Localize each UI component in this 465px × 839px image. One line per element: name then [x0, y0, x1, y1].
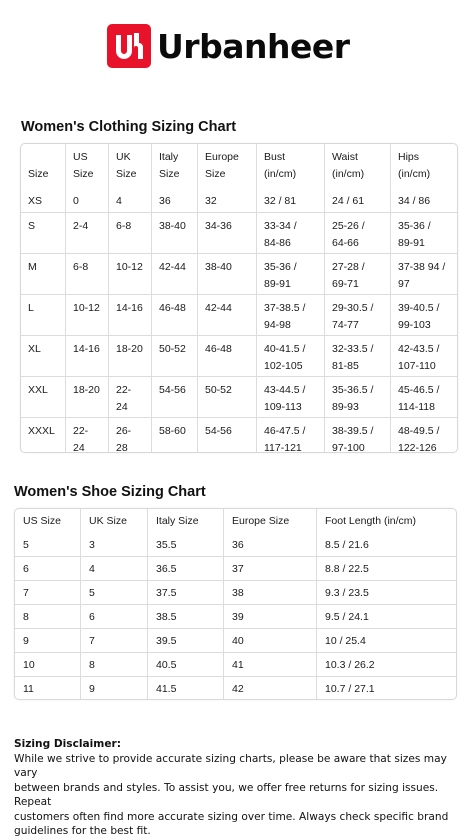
table-cell — [391, 418, 457, 453]
table-cell — [325, 213, 391, 254]
table-row — [21, 213, 457, 254]
table-cell: 39.5 — [148, 629, 224, 653]
cell-text: 0 — [73, 195, 79, 207]
cell-text: 14-16 — [73, 343, 100, 355]
table-cell — [257, 377, 325, 418]
cell-text: 37-38 94 / — [398, 261, 446, 273]
table-cell: 37.5 — [148, 581, 224, 605]
shoe-size-table — [15, 509, 456, 700]
table-cell — [21, 188, 66, 213]
cell-text: 22- — [116, 384, 132, 396]
table-cell — [325, 295, 391, 336]
header-text: Size — [205, 168, 226, 180]
table-cell — [109, 418, 152, 453]
table-cell — [152, 336, 198, 377]
cell-text: 50-52 — [205, 384, 232, 396]
table-cell — [391, 295, 457, 336]
table-cell — [21, 213, 66, 254]
table-cell — [109, 188, 152, 213]
cell-text: 97-100 — [332, 442, 365, 453]
table-cell — [198, 254, 257, 295]
table-row — [15, 533, 456, 557]
cell-text: 102-105 — [264, 360, 303, 372]
table-cell — [66, 188, 109, 213]
table-cell — [257, 213, 325, 254]
table-cell — [21, 254, 66, 295]
cell-text: 54-56 — [205, 425, 232, 437]
table-cell: 40.5 — [148, 653, 224, 677]
cell-text: 27-28 / — [332, 261, 365, 273]
table-row — [15, 605, 456, 629]
cell-text: 25-26 / — [332, 220, 365, 232]
cell-text: XXXL — [28, 425, 55, 437]
header-text: Size — [28, 168, 49, 180]
shoe-header-cell: Italy Size — [148, 509, 224, 533]
table-cell: 3 — [81, 533, 148, 557]
shoe-header-cell: UK Size — [81, 509, 148, 533]
table-cell — [325, 188, 391, 213]
table-cell — [66, 377, 109, 418]
cell-text: 35-36 / — [398, 220, 431, 232]
cell-text: 48-49.5 / — [398, 425, 440, 437]
table-cell — [109, 377, 152, 418]
table-cell — [198, 418, 257, 453]
table-row — [15, 557, 456, 581]
table-cell — [257, 254, 325, 295]
table-cell — [152, 418, 198, 453]
table-cell: 37 — [224, 557, 317, 581]
table-cell — [152, 377, 198, 418]
table-cell: 5 — [15, 533, 81, 557]
disclaimer-line: between brands and styles. To assist you, we offer free returns for sizing issues. Repeat — [14, 781, 439, 808]
cell-text: 35-36.5 / — [332, 384, 374, 396]
cell-text: 117-121 — [264, 442, 302, 453]
cell-text: 38-39.5 / — [332, 425, 374, 437]
cell-text: 94-98 — [264, 319, 291, 331]
cell-text: 10-12 — [116, 261, 143, 273]
table-cell: 8.8 / 22.5 — [317, 557, 456, 581]
cell-text: 54-56 — [159, 384, 186, 396]
table-cell — [198, 377, 257, 418]
table-cell: 7 — [15, 581, 81, 605]
table-cell — [152, 254, 198, 295]
header-text: Size — [73, 168, 94, 180]
table-cell: 9 — [15, 629, 81, 653]
cell-text: 107-110 — [398, 360, 436, 372]
table-cell — [109, 213, 152, 254]
clothing-header-cell — [325, 144, 391, 188]
brand-name: Urbanheer — [157, 26, 350, 66]
header-text: Size — [159, 168, 180, 180]
clothing-size-table-container — [20, 143, 458, 453]
clothing-header-cell — [21, 144, 66, 188]
cell-text: 36 — [159, 195, 171, 207]
table-cell — [66, 295, 109, 336]
table-row — [15, 581, 456, 605]
table-cell — [152, 188, 198, 213]
cell-text: 64-66 — [332, 237, 359, 249]
header-text: Italy — [159, 151, 179, 163]
header-text: Europe — [205, 151, 239, 163]
shoe-chart-title: Women's Shoe Sizing Chart — [14, 484, 206, 500]
cell-text: XXL — [28, 384, 48, 396]
cell-text: 32 / 81 — [264, 195, 297, 207]
table-row — [15, 629, 456, 653]
sizing-disclaimer — [14, 737, 454, 839]
cell-text: 38-40 — [205, 261, 232, 273]
uh-glyph-icon — [113, 31, 145, 61]
table-cell — [391, 254, 457, 295]
table-row — [21, 336, 457, 377]
table-cell — [21, 418, 66, 453]
cell-text: 46-48 — [205, 343, 232, 355]
shoe-header-cell: US Size — [15, 509, 81, 533]
table-row — [15, 677, 456, 700]
header-text: (in/cm) — [398, 168, 431, 180]
cell-text: 89-93 — [332, 401, 359, 413]
table-cell: 9.3 / 23.5 — [317, 581, 456, 605]
table-cell — [391, 377, 457, 418]
table-cell: 39 — [224, 605, 317, 629]
table-cell — [257, 418, 325, 453]
table-cell: 5 — [81, 581, 148, 605]
cell-text: 37-38.5 / — [264, 302, 306, 314]
cell-text: 2-4 — [73, 220, 89, 232]
clothing-header-cell — [198, 144, 257, 188]
table-cell — [198, 295, 257, 336]
table-cell: 8 — [81, 653, 148, 677]
cell-text: 4 — [116, 195, 122, 207]
cell-text: 39-40.5 / — [398, 302, 440, 314]
table-cell: 35.5 — [148, 533, 224, 557]
table-cell: 10.7 / 27.1 — [325, 683, 375, 695]
table-cell: 40 — [224, 629, 317, 653]
header-text: US — [73, 151, 88, 163]
table-cell: 11 — [15, 677, 81, 700]
cell-text: 6-8 — [116, 220, 132, 232]
table-cell — [257, 295, 325, 336]
table-cell — [325, 254, 391, 295]
cell-text: 32 — [205, 195, 217, 207]
cell-text: 6-8 — [73, 261, 89, 273]
table-cell — [198, 213, 257, 254]
cell-text: 24 / 61 — [332, 195, 365, 207]
table-cell: 10.3 / 26.2 — [317, 653, 456, 677]
table-cell: 4 — [81, 557, 148, 581]
table-cell — [66, 213, 109, 254]
clothing-chart-title: Women's Clothing Sizing Chart — [21, 119, 237, 135]
cell-text: 18-20 — [116, 343, 143, 355]
table-cell: 38 — [224, 581, 317, 605]
cell-text: 42-44 — [159, 261, 186, 273]
cell-text: 46-47.5 / — [264, 425, 306, 437]
cell-text: L — [28, 302, 34, 314]
cell-text: 38-40 — [159, 220, 186, 232]
cell-text: 22- — [73, 425, 89, 437]
table-cell — [152, 213, 198, 254]
shoe-header-cell: Europe Size — [224, 509, 317, 533]
disclaimer-title: Sizing Disclaimer: — [14, 738, 121, 750]
clothing-size-table — [21, 144, 457, 453]
cell-text: 24 — [73, 442, 85, 453]
cell-text: S — [28, 220, 36, 232]
header-text: (in/cm) — [332, 168, 365, 180]
cell-text: 14-16 — [116, 302, 143, 314]
table-cell — [325, 418, 391, 453]
cell-text: 99-103 — [398, 319, 431, 331]
table-row — [21, 254, 457, 295]
cell-text: 89-91 — [398, 237, 425, 249]
table-cell — [66, 254, 109, 295]
clothing-header-cell — [109, 144, 152, 188]
cell-text: 40-41.5 / — [264, 343, 306, 355]
clothing-header-cell — [152, 144, 198, 188]
table-cell: 7 — [81, 629, 148, 653]
header-text: Waist — [332, 151, 358, 163]
cell-text: 109-113 — [264, 401, 302, 413]
clothing-header-cell — [66, 144, 109, 188]
table-cell — [21, 295, 66, 336]
table-row — [21, 418, 457, 453]
cell-text: 97 — [398, 278, 410, 290]
cell-text: 45-46.5 / — [398, 384, 440, 396]
cell-text: 122-126 — [398, 442, 437, 453]
cell-text: 42-44 — [205, 302, 232, 314]
table-cell: 41.5 — [148, 677, 224, 700]
cell-text: 26- — [116, 425, 132, 437]
cell-text: 69-71 — [332, 278, 359, 290]
table-cell — [66, 418, 109, 453]
table-cell — [257, 188, 325, 213]
cell-text: 42-43.5 / — [398, 343, 440, 355]
cell-text: XS — [28, 195, 43, 207]
cell-text: 81-85 — [332, 360, 359, 372]
table-row — [21, 295, 457, 336]
cell-text: 35-36 / — [264, 261, 297, 273]
clothing-header-row — [21, 144, 457, 188]
cell-text: 32-33.5 / — [332, 343, 374, 355]
header-text: Size — [116, 168, 137, 180]
brand-logo[interactable] — [107, 24, 350, 68]
header-text: UK — [116, 151, 131, 163]
clothing-header-cell — [391, 144, 457, 188]
table-cell: 41 — [224, 653, 317, 677]
table-row — [21, 188, 457, 213]
cell-text: 58-60 — [159, 425, 186, 437]
table-cell — [391, 213, 457, 254]
table-cell — [198, 336, 257, 377]
cell-text: 29-30.5 / — [332, 302, 374, 314]
cell-text: 89-91 — [264, 278, 291, 290]
disclaimer-line: While we strive to provide accurate sizing charts, please be aware that sizes may vary — [14, 752, 447, 779]
shoe-header-cell: Foot Length (in/cm) — [325, 515, 417, 527]
cell-text: 114-118 — [398, 401, 435, 413]
table-cell: 36.5 — [148, 557, 224, 581]
cell-text: 34-36 — [205, 220, 232, 232]
shoe-size-table-container — [14, 508, 457, 700]
header-text: Bust — [264, 151, 286, 163]
table-cell — [109, 295, 152, 336]
table-cell: 42 — [224, 677, 317, 700]
cell-text: 46-48 — [159, 302, 186, 314]
cell-text: 50-52 — [159, 343, 186, 355]
table-cell — [198, 188, 257, 213]
cell-text: 33-34 / — [264, 220, 297, 232]
table-row — [15, 653, 456, 677]
table-cell: 36 — [224, 533, 317, 557]
cell-text: 34 / 86 — [398, 195, 431, 207]
table-cell: 6 — [15, 557, 81, 581]
cell-text: 18-20 — [73, 384, 100, 396]
header-text: (in/cm) — [264, 168, 297, 180]
table-cell — [391, 336, 457, 377]
cell-text: M — [28, 261, 37, 273]
cell-text: 24 — [116, 401, 128, 413]
table-cell: 9.5 / 24.1 — [317, 605, 456, 629]
table-cell: 10 / 25.4 — [317, 629, 456, 653]
cell-text: 43-44.5 / — [264, 384, 306, 396]
table-cell — [325, 377, 391, 418]
table-cell: 8.5 / 21.6 — [317, 533, 456, 557]
cell-text: 10-12 — [73, 302, 100, 314]
table-cell — [391, 188, 457, 213]
table-cell — [21, 377, 66, 418]
table-cell — [66, 336, 109, 377]
disclaimer-line: customers often find more accurate sizing over time. Always check specific brand — [14, 810, 449, 823]
table-cell: 8 — [15, 605, 81, 629]
table-row — [21, 377, 457, 418]
table-cell — [325, 336, 391, 377]
table-cell — [109, 254, 152, 295]
cell-text: 84-86 — [264, 237, 291, 249]
table-cell: 38.5 — [148, 605, 224, 629]
uh-logo-mark-icon — [107, 24, 151, 68]
table-cell — [21, 336, 66, 377]
cell-text: 74-77 — [332, 319, 359, 331]
disclaimer-line: guidelines for the best fit. — [14, 825, 151, 837]
table-cell: 10 — [15, 653, 81, 677]
cell-text: XL — [28, 343, 41, 355]
shoe-header-row — [15, 509, 456, 533]
table-cell — [152, 295, 198, 336]
table-cell: 6 — [81, 605, 148, 629]
header-text: Hips — [398, 151, 420, 163]
cell-text: 28 — [116, 442, 128, 453]
table-cell — [257, 336, 325, 377]
table-cell — [109, 336, 152, 377]
clothing-header-cell — [257, 144, 325, 188]
table-cell: 9 — [81, 677, 148, 700]
